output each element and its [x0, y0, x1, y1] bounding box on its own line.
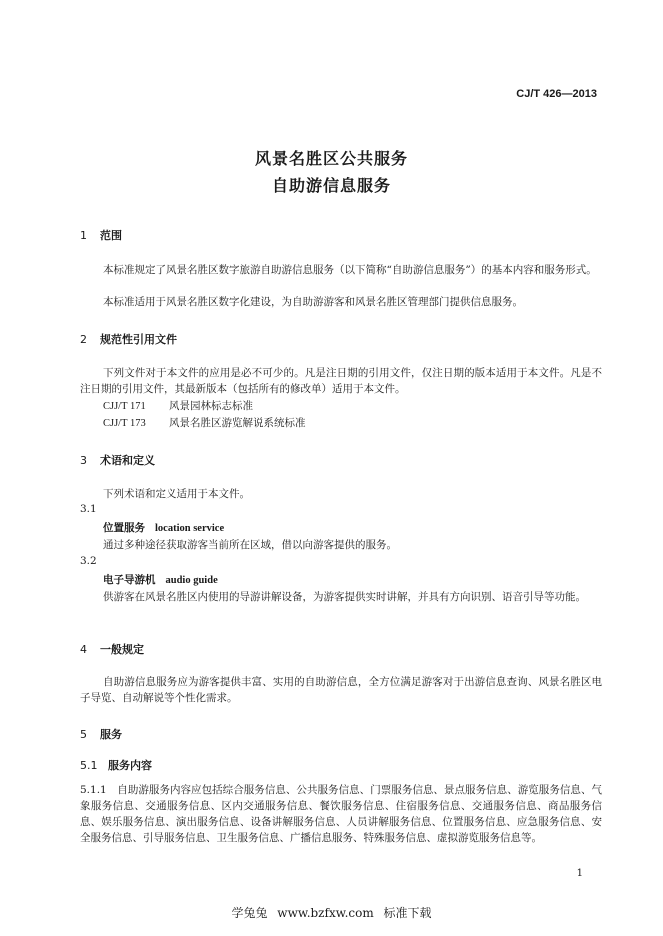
term-zh: 电子导游机 [103, 574, 156, 586]
term-zh: 位置服务 [103, 522, 145, 534]
reference-code: CJJ/T 173 [103, 418, 146, 429]
section-5-heading [80, 726, 122, 742]
section-2-heading [80, 331, 177, 347]
footer-watermark [0, 904, 663, 921]
section-number: 1 [80, 229, 87, 242]
section-title: 服务 [100, 728, 122, 741]
section-4-para-1: 自助游信息服务应为游客提供丰富、实用的自助游信息，全方位满足游客对于出游信息查询、风景名胜区电子导览、自动解说等个性化需求。 [80, 676, 602, 704]
section-title: 规范性引用文件 [100, 333, 177, 346]
section-title: 一般规定 [100, 643, 144, 656]
section-1-para-1: 本标准规定了风景名胜区数字旅游自助游信息服务（以下简称“自助游信息服务”）的基本内容和服务形式。 [103, 264, 597, 276]
footer-tagline: 标准下载 [383, 906, 432, 920]
reference-item [103, 398, 253, 413]
footer-url[interactable]: www.bzfxw.com [277, 906, 374, 920]
section-4-heading [80, 641, 144, 657]
term-heading [103, 520, 224, 535]
term-en: location service [155, 523, 225, 534]
subsection-number: 5.1 [80, 759, 98, 772]
section-number: 4 [80, 643, 87, 656]
footer-site-name: 学兔兔 [231, 906, 268, 920]
section-1-heading [80, 227, 122, 243]
reference-item [103, 415, 306, 430]
term-definition: 通过多种途径获取游客当前所在区域，借以向游客提供的服务。 [103, 539, 397, 551]
term-definition: 供游客在风景名胜区内使用的导游讲解设备，为游客提供实时讲解，并具有方向识别、语音引导等功能。 [103, 591, 586, 603]
reference-code: CJJ/T 171 [103, 401, 146, 412]
section-1-para-2: 本标准适用于风景名胜区数字化建设，为自助游游客和风景名胜区管理部门提供信息服务。 [103, 296, 523, 308]
clause-5-1-1: 5.1.1 自助游服务内容应包括综合服务信息、公共服务信息、门票服务信息、景点服务信息、游览服务信息、气象服务信息、交通服务信息、区内交通服务信息、餐饮服务信息、住宿服务信息、交通服务信息、商品服务信息、娱乐服务信息、演出服务信息、设备讲解服务信息、人员讲解服务信息、位置服务信息、应急服务信息、安全服务信息、引导服务信息、卫生服务信息、广播信息服务、特殊服务信息、虚拟游览服务信息等。 [80, 784, 602, 844]
section-number: 3 [80, 454, 87, 467]
term-number: 3.2 [80, 555, 97, 567]
term-heading [103, 572, 218, 587]
section-title: 范围 [100, 229, 122, 242]
page-title-line1: 风景名胜区公共服务 [254, 149, 408, 168]
term-number: 3.1 [80, 503, 97, 515]
page-number: 1 [576, 868, 583, 879]
reference-title: 风景名胜区游览解说系统标准 [169, 417, 306, 429]
page-title-line2: 自助游信息服务 [271, 176, 391, 195]
section-2-para-1: 下列文件对于本文件的应用是必不可少的。凡是注日期的引用文件，仅注日期的版本适用于本文件。凡是不注日期的引用文件，其最新版本（包括所有的修改单）适用于本文件。 [80, 367, 602, 395]
section-3-heading [80, 452, 155, 468]
section-3-para-1: 下列术语和定义适用于本文件。 [103, 488, 250, 500]
subsection-5-1-heading [80, 757, 152, 773]
section-title: 术语和定义 [100, 454, 155, 467]
section-number: 2 [80, 333, 87, 346]
reference-title: 风景园林标志标准 [169, 400, 253, 412]
section-number: 5 [80, 728, 87, 741]
subsection-title: 服务内容 [108, 759, 152, 772]
term-en: audio guide [165, 575, 218, 586]
standard-number: CJ/T 426—2013 [516, 88, 597, 100]
